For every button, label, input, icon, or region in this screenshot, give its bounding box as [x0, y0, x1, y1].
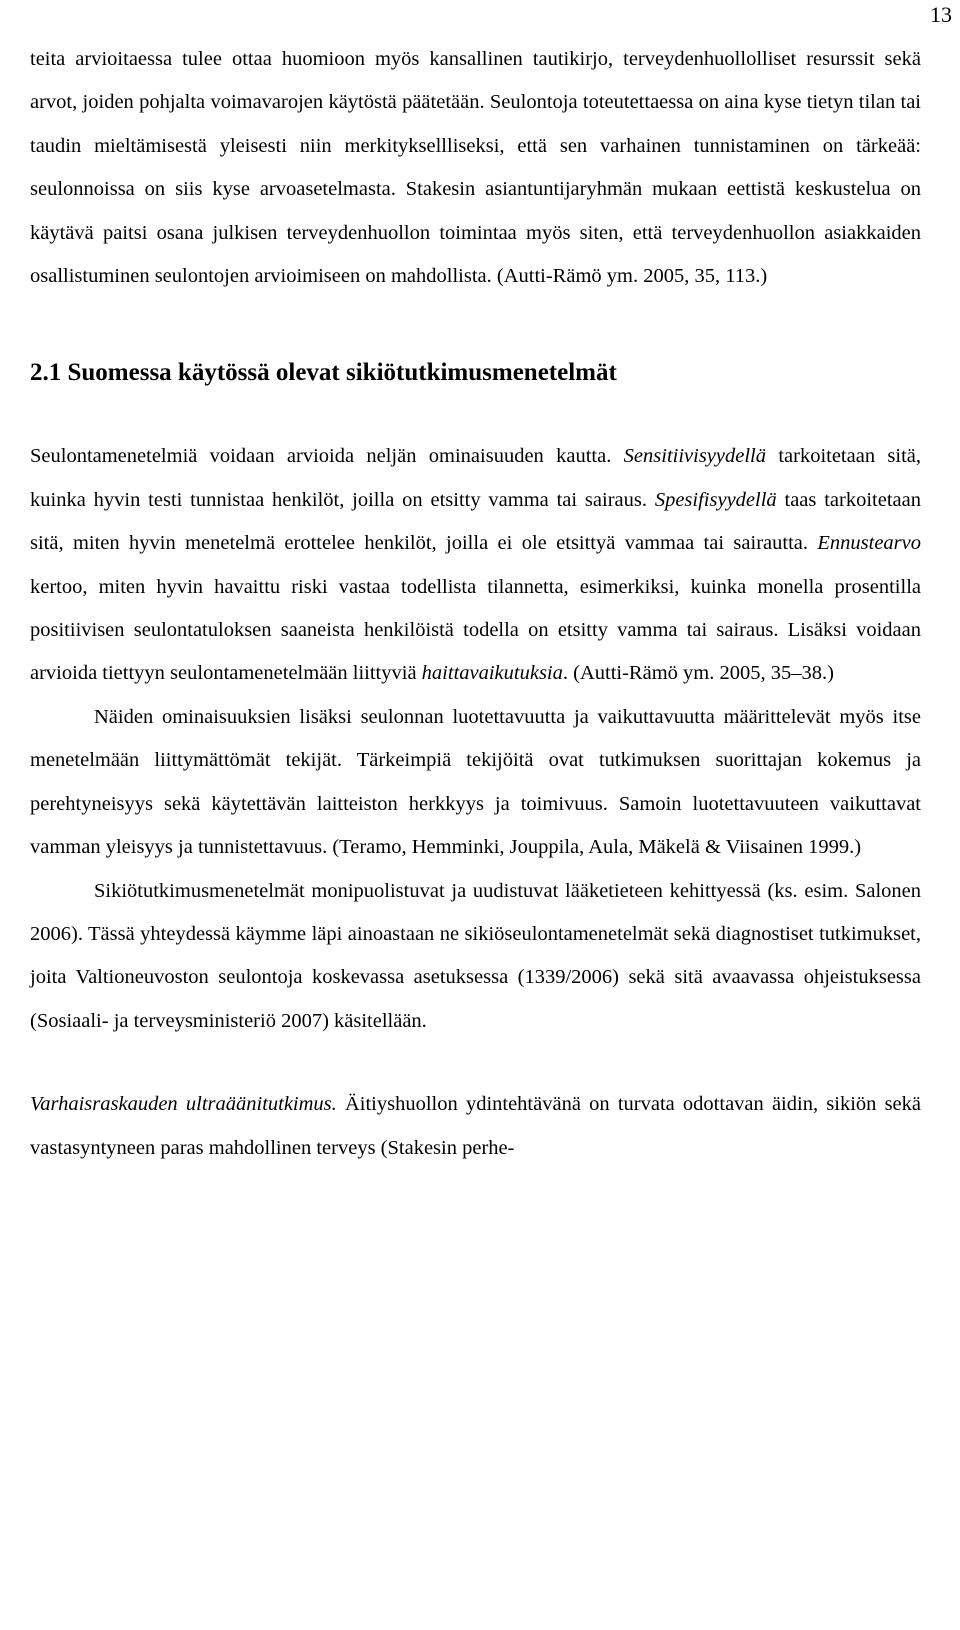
reliability-paragraph: Näiden ominaisuuksien lisäksi seulonnan luotettavuutta ja vaikuttavuutta määrittelevät myös itse menetelmään liittymättömät tekijät. Tärkeimpiä tekijöitä ovat tutkimuksen suorittajan kokemus ja perehtyneisyys sekä käytettävän laitteiston herkkyys ja toimivuus. Samoin luotettavuuteen vaikuttavat vamman yleisyys ja tunnistettavuus. (Teramo, Hemminki, Jouppila, Aula, Mäkelä & Viisainen 1999.) [30, 705, 921, 859]
ultrasound-paragraph [30, 1083, 921, 1170]
page-number: 13 [930, 2, 952, 27]
subsection-title: Varhaisraskauden ultraäänitutkimus. [30, 1093, 337, 1116]
criteria-text-5: . (Autti-Rämö ym. 2005, 35–38.) [562, 662, 834, 685]
term-sensitivity: Sensitiivisyydellä [623, 445, 766, 468]
criteria-text-1: Seulontamenetelmiä voidaan arvioida neljän ominaisuuden kautta. [30, 445, 624, 468]
criteria-text-2: tarkoitetaan sitä, kuinka hyvin testi tunnistaa henkilöt, joilla on etsitty vamma tai sairaus. [30, 445, 921, 511]
term-specificity: Spesifisyydellä [654, 488, 777, 511]
intro-paragraph: teita arvioitaessa tulee ottaa huomioon myös kansallinen tautikirjo, terveydenhuollolliset resurssit sekä arvot, joiden pohjalta voimavarojen käytöstä päätetään. Seulontoja toteutettaessa on aina kyse tietyn tilan tai taudin mieltämisestä yleisesti niin merkityksellliseksi, että sen varhainen tunnistaminen on tärkeää: seulonnoissa on siis kyse arvoasetelmasta. Stakesin asiantuntijaryhmän mukaan eettistä keskustelua on käytävä paitsi osana julkisen terveydenhuollon toimintaa myös siten, että terveydenhuollon asiakkaiden osallistuminen seulontojen arvioimiseen on mahdollista. (Autti-Rämö ym. 2005, 35, 113.) [30, 48, 921, 288]
document-body [30, 38, 921, 1170]
term-predictive-value: Ennustearvo [817, 532, 921, 555]
methods-paragraph: Sikiötutkimusmenetelmät monipuolistuvat ja uudistuvat lääketieteen kehittyessä (ks. esim. Salonen 2006). Tässä yhteydessä käymme läpi ainoastaan ne sikiöseulontamenetelmät sekä diagnostiset tutkimukset, joita Valtioneuvoston seulontoja koskevassa asetuksessa (1339/2006) sekä sitä avaavassa ohjeistuksessa (Sosiaali- ja terveysministeriö 2007) käsitellään. [30, 879, 921, 1032]
criteria-paragraph [30, 435, 921, 695]
section-heading: 2.1 Suomessa käytössä olevat sikiötutkimusmenetelmät [30, 359, 617, 387]
criteria-text-4: kertoo, miten hyvin havaittu riski vastaa todellista tilannetta, esimerkiksi, kuinka monella prosentilla positiivisen seulontatuloksen saaneista henkilöistä todella on etsitty vamma tai sairaus. Lisäksi voidaan arvioida tiettyyn seulontamenetelmään liittyviä [30, 575, 921, 685]
criteria-text-3: taas tarkoitetaan sitä, miten hyvin menetelmä erottelee henkilöt, joilla ei ole etsittyä vammaa tai sairautta. [30, 488, 921, 555]
ultrasound-text: Äitiyshuollon ydintehtävänä on turvata odottavan äidin, sikiön sekä vastasyntyneen paras mahdollinen terveys (Stakesin perhe- [30, 1093, 922, 1159]
term-adverse-effects: haittavaikutuksia [421, 662, 563, 685]
